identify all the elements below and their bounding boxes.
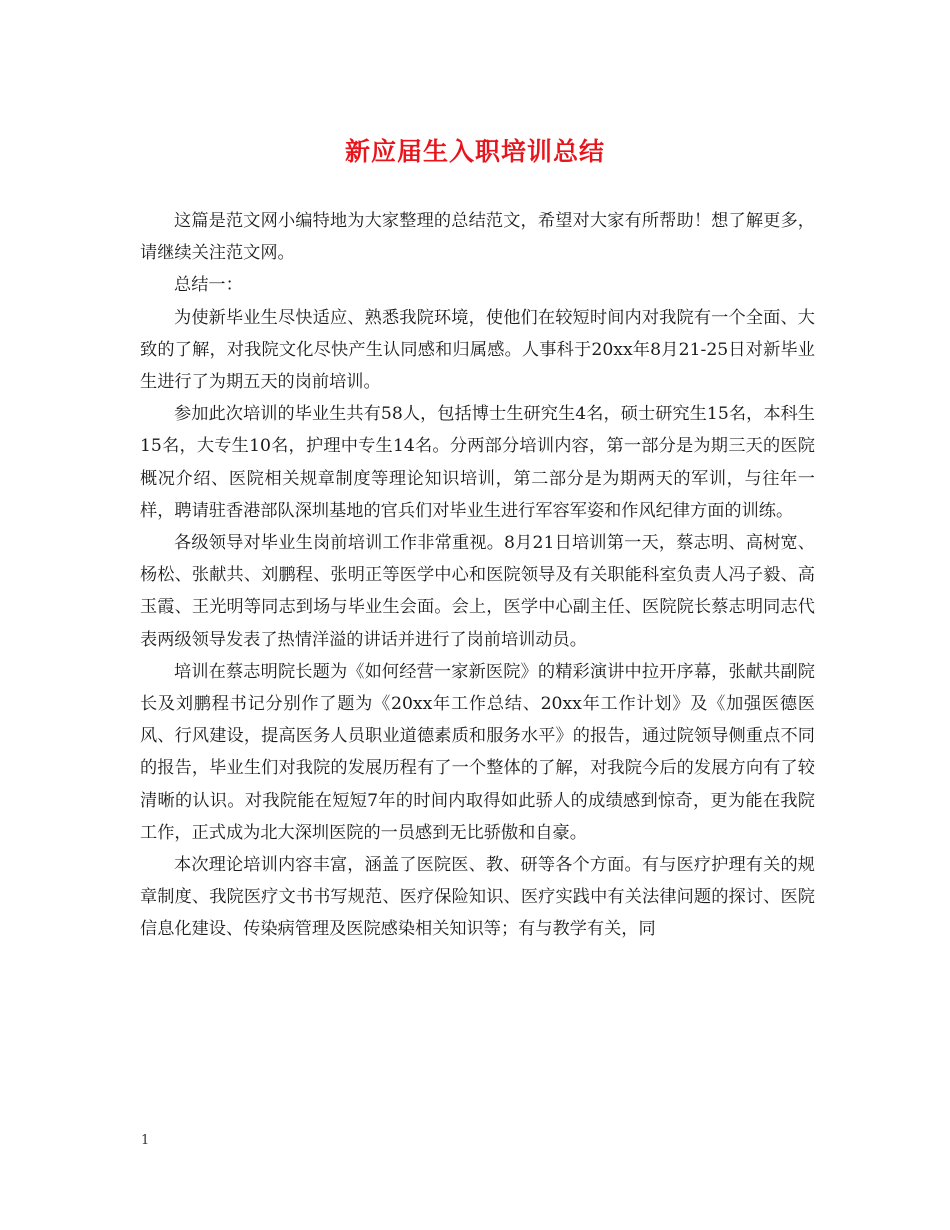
page-number: 1 xyxy=(141,1133,150,1148)
paragraph-training-purpose: 为使新毕业生尽快适应、熟悉我院环境，使他们在较短时间内对我院有一个全面、大致的了解，对我院文化尽快产生认同感和归属感。人事科于20xx年8月21-25日对新毕业生进行了为期五天的岗前培训。 xyxy=(140,307,815,393)
paragraph-summary-heading: 总结一： xyxy=(174,275,243,296)
paragraph-leadership: 各级领导对毕业生岗前培训工作非常重视。8月21日培训第一天，蔡志明、高树宽、杨松、张献共、刘鹏程、张明正等医学中心和医院领导及有关职能科室负责人冯子毅、高玉霞、王光明等同志到场与毕业生会面。会上，医学中心副主任、医院院长蔡志明同志代表两级领导发表了热情洋溢的讲话并进行了岗前培训动员。 xyxy=(140,533,815,650)
paragraph-intro: 这篇是范文网小编特地为大家整理的总结范文，希望对大家有所帮助！想了解更多，请继续关注范文网。 xyxy=(140,211,815,264)
paragraph-theory-content: 本次理论培训内容丰富，涵盖了医院医、教、研等各个方面。有与医疗护理有关的规章制度、我院医疗文书书写规范、医疗保险知识、医疗实践中有关法律问题的探讨、医院信息化建设、传染病管理及医院感染相关知识等；有与教学有关，同 xyxy=(140,855,815,940)
paragraph-participants: 参加此次培训的毕业生共有58人，包括博士生研究生4名，硕士研究生15名，本科生15名，大专生10名，护理中专生14名。分两部分培训内容，第一部分是为期三天的医院概况介绍、医院相关规章制度等理论知识培训，第二部分是为期两天的军训，与往年一样，聘请驻香港部队深圳基地的官兵们对毕业生进行军容军姿和作风纪律方面的训练。 xyxy=(140,404,815,521)
paragraph-opening-lectures: 培训在蔡志明院长题为《如何经营一家新医院》的精彩演讲中拉开序幕，张献共副院长及刘鹏程书记分别作了题为《20xx年工作总结、20xx年工作计划》及《加强医德医风、行风建设，提高医务人员职业道德素质和服务水平》的报告，通过院领导侧重点不同的报告，毕业生们对我院的发展历程有了一个整体的了解，对我院今后的发展方向有了较清晰的认识。对我院能在短短7年的时间内取得如此骄人的成绩感到惊奇，更为能在我院工作，正式成为北大深圳医院的一员感到无比骄傲和自豪。 xyxy=(140,661,815,843)
document-body xyxy=(140,205,815,946)
document-title: 新应届生入职培训总结 xyxy=(344,137,605,166)
